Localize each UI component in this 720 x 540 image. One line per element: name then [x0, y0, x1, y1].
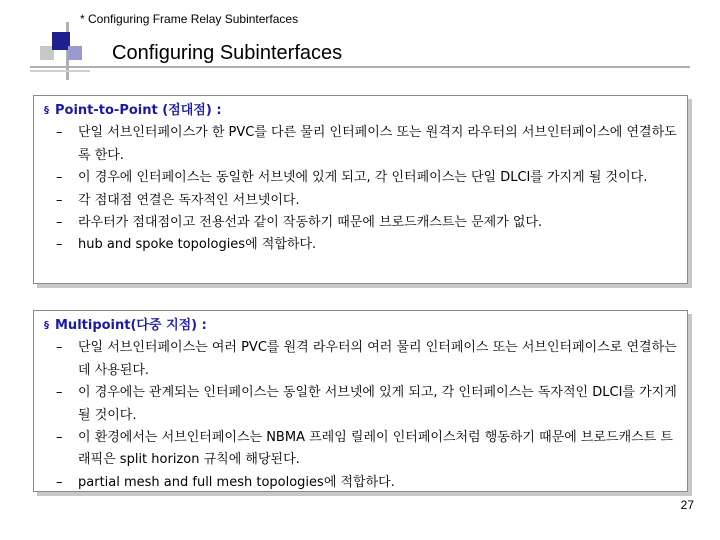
title-underline-accent — [30, 70, 90, 72]
section-heading — [44, 100, 679, 122]
list-item — [56, 472, 679, 494]
list-item — [56, 190, 679, 212]
list-item — [56, 234, 679, 256]
page-number: 27 — [680, 498, 694, 512]
dash-marker: – — [56, 340, 63, 356]
section-heading-text: Point-to-Point (점대점) : — [55, 103, 222, 118]
section-heading — [44, 315, 679, 337]
list-item-text: partial mesh and full mesh topologies에 적합하다. — [78, 474, 395, 490]
bullet-marker: § — [44, 105, 49, 116]
list-item — [56, 382, 679, 427]
list-item-text: 이 경우에는 관계되는 인터페이스는 동일한 서브넷에 있게 되고, 각 인터페이스는 독자적인 DLCI를 가지게 될 것이다. — [78, 385, 677, 423]
list-item-text: hub and spoke topologies에 적합하다. — [78, 237, 317, 253]
section-heading-text: Multipoint(다중 지점) : — [55, 318, 207, 333]
dash-marker: – — [56, 430, 63, 446]
list-item — [56, 427, 679, 472]
dash-marker: – — [56, 170, 63, 186]
slide-title: Configuring Subinterfaces — [112, 42, 343, 64]
slide-subtitle: * Configuring Frame Relay Subinterfaces — [80, 12, 299, 26]
dash-marker: – — [56, 215, 63, 231]
list-item-text: 각 점대점 연결은 독자적인 서브넷이다. — [78, 192, 300, 208]
decorative-square-lavender — [68, 46, 82, 60]
section-point-to-point — [33, 95, 688, 284]
list-item-text: 이 경우에 인터페이스는 동일한 서브넷에 있게 되고, 각 인터페이스는 단일 DLCI를 가지게 될 것이다. — [78, 170, 648, 186]
list-item — [56, 212, 679, 234]
list-item — [56, 122, 679, 167]
list-item — [56, 167, 679, 189]
list-item-text: 단일 서브인터페이스가 한 PVC를 다른 물리 인터페이스 또는 원격지 라우터의 서브인터페이스에 연결하도록 한다. — [78, 125, 677, 163]
section-multipoint — [33, 310, 688, 492]
dash-marker: – — [56, 237, 63, 253]
list-item-text: 단일 서브인터페이스는 여러 PVC를 원격 라우터의 여러 물리 인터페이스 또는 서브인터페이스로 연결하는 데 사용된다. — [78, 340, 677, 378]
dash-marker: – — [56, 385, 63, 401]
dash-marker: – — [56, 474, 63, 490]
list-item-text: 이 환경에서는 서브인터페이스는 NBMA 프레임 릴레이 인터페이스처럼 행동하기 때문에 브로드캐스트 트래픽은 split horizon 규칙에 해당된다. — [78, 430, 673, 468]
title-underline — [30, 66, 690, 68]
dash-marker: – — [56, 125, 63, 141]
list-item — [56, 337, 679, 382]
list-item-text: 라우터가 점대점이고 전용선과 같이 작동하기 때문에 브로드캐스트는 문제가 없다. — [78, 215, 543, 231]
bullet-marker: § — [44, 320, 49, 331]
dash-marker: – — [56, 192, 63, 208]
